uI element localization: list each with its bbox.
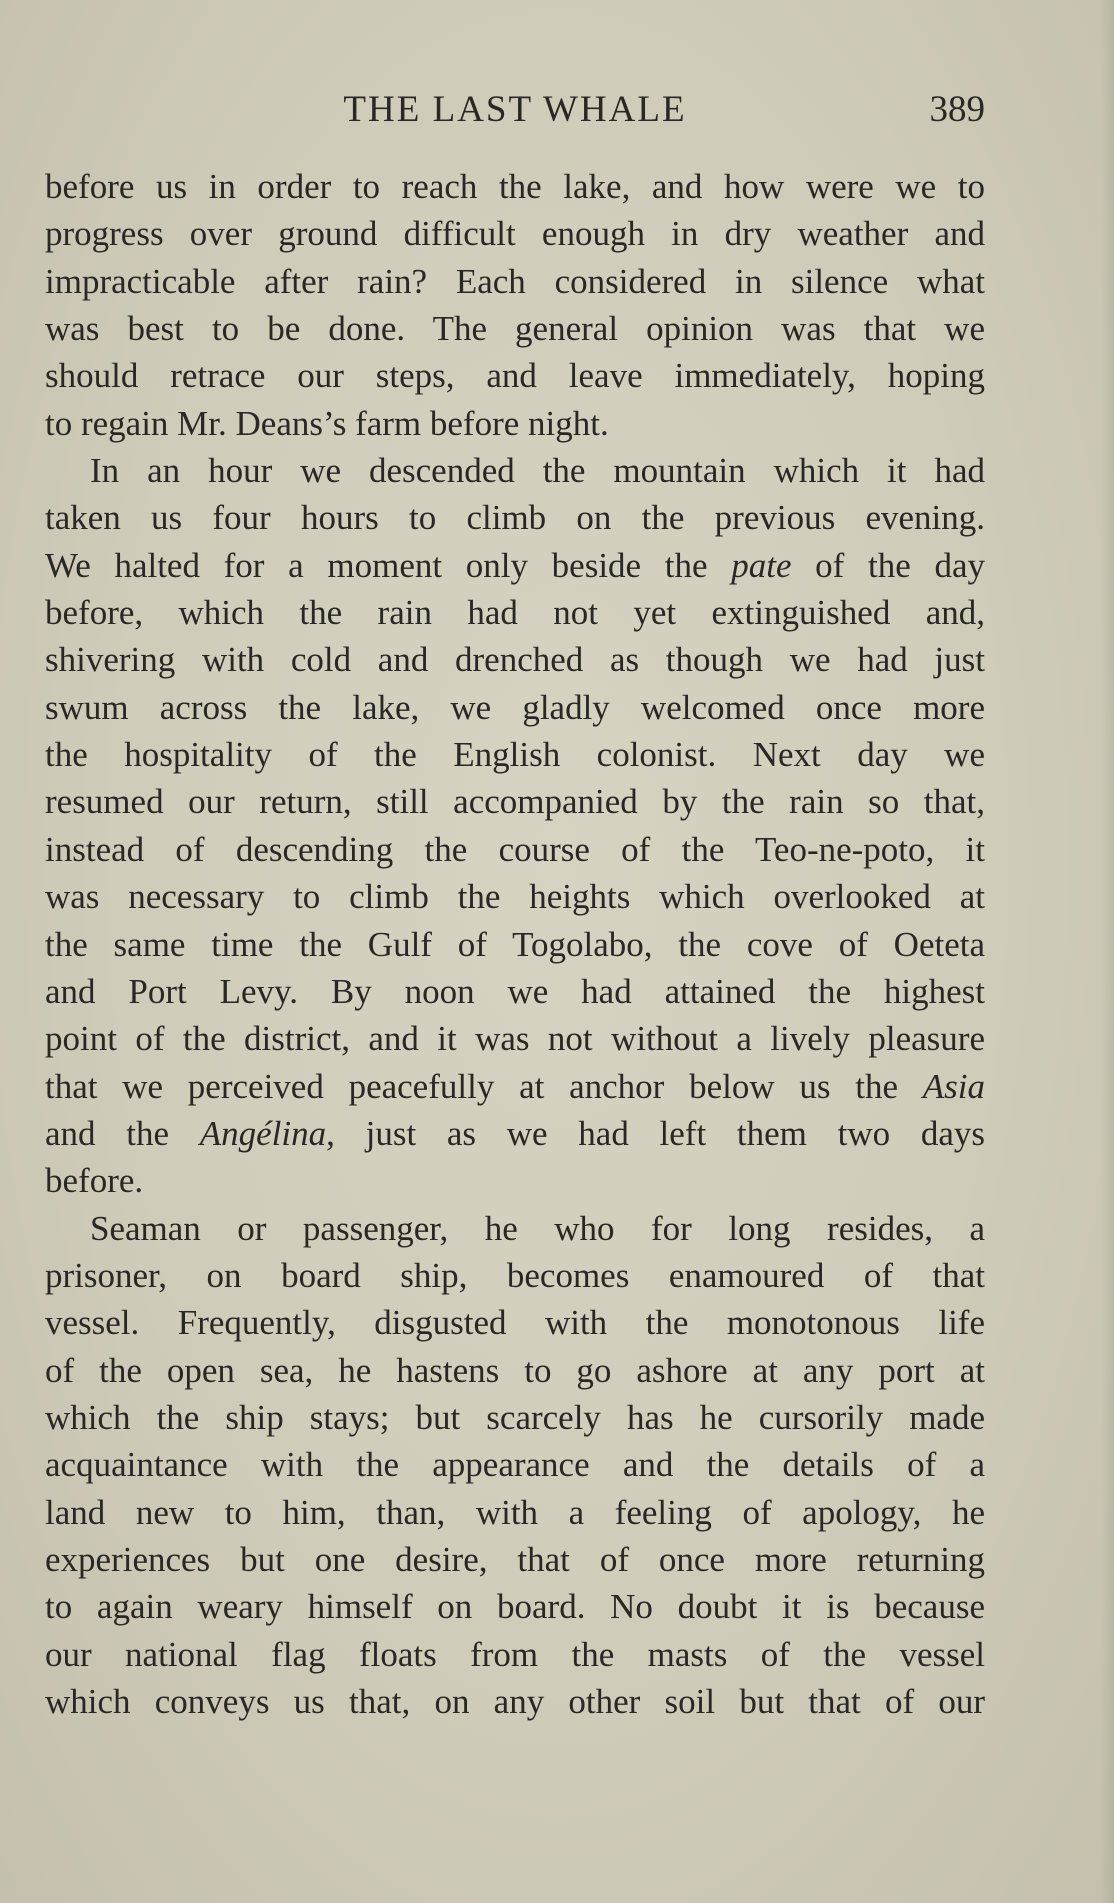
text-run: before, which the rain had not yet extinguished and, xyxy=(45,593,985,633)
text-line xyxy=(45,873,985,920)
text-line xyxy=(45,968,985,1015)
text-run: swum across the lake, we gladly welcomed once more xyxy=(45,687,985,727)
text-run: should retrace our steps, and leave immediately, hoping xyxy=(45,356,985,396)
text-line xyxy=(45,636,985,683)
text-line xyxy=(45,1489,985,1536)
text-line xyxy=(45,1110,985,1157)
text-line xyxy=(45,494,985,541)
text-run: shivering with cold and drenched as though we had just xyxy=(45,640,985,680)
text-run: impracticable after rain? Each considered in silence what xyxy=(45,261,985,301)
text-run: the hospitality of the English colonist. Next day we xyxy=(45,735,985,775)
text-run: experiences but one desire, that of once more returning xyxy=(45,1539,985,1579)
text-run: taken us four hours to climb on the previous evening. xyxy=(45,498,985,538)
italic-run: Asia xyxy=(922,1066,985,1106)
running-title: THE LAST WHALE xyxy=(343,89,687,130)
running-head xyxy=(45,84,985,136)
body-text xyxy=(45,163,985,1725)
text-line xyxy=(45,400,985,447)
text-line xyxy=(45,684,985,731)
text-line xyxy=(45,352,985,399)
text-run: land new to him, than, with a feeling of apology, he xyxy=(45,1492,985,1532)
text-line xyxy=(45,210,985,257)
text-line xyxy=(45,1015,985,1062)
text-line xyxy=(45,305,985,352)
text-run: which the ship stays; but scarcely has he cursorily made xyxy=(45,1397,985,1437)
text-line xyxy=(45,542,985,589)
text-line xyxy=(45,1299,985,1346)
text-run: point of the district, and it was not without a lively pleasure xyxy=(45,1019,985,1059)
text-run: which conveys us that, on any other soil but that of our xyxy=(45,1682,985,1721)
text-run: In an hour we descended the mountain which it had xyxy=(90,451,985,491)
text-run: the same time the Gulf of Togolabo, the cove of Oeteta xyxy=(45,924,985,964)
text-line xyxy=(45,447,985,494)
page-number: 389 xyxy=(929,89,985,130)
text-line xyxy=(45,826,985,873)
text-line xyxy=(45,1678,985,1725)
text-run: vessel. Frequently, disgusted with the monotonous life xyxy=(45,1303,985,1343)
text-line xyxy=(45,163,985,210)
text-run: of the open sea, he hastens to go ashore at any port at xyxy=(45,1350,985,1390)
text-run: , just as we had left them two days xyxy=(326,1113,985,1153)
text-line xyxy=(45,1063,985,1110)
text-line xyxy=(45,778,985,825)
text-line xyxy=(45,921,985,968)
italic-run: pate xyxy=(731,545,792,585)
text-run: We halted for a moment only beside the xyxy=(45,545,732,585)
text-line xyxy=(45,1252,985,1299)
text-line xyxy=(45,1394,985,1441)
italic-run: Angélina xyxy=(199,1113,327,1153)
text-line xyxy=(45,1205,985,1252)
page-edge-shadow xyxy=(1100,0,1114,1903)
text-run: was best to be done. The general opinion was that we xyxy=(45,309,985,349)
text-run: progress over ground difficult enough in dry weather and xyxy=(45,214,985,254)
text-run: before. xyxy=(45,1161,144,1201)
text-line xyxy=(45,1157,985,1204)
text-run: Seaman or passenger, he who for long resides, a xyxy=(90,1208,985,1248)
text-line xyxy=(45,1631,985,1678)
text-run: resumed our return, still accompanied by the rain so that, xyxy=(45,782,985,822)
text-run: and Port Levy. By noon we had attained the highest xyxy=(45,971,985,1011)
text-line xyxy=(45,1347,985,1394)
text-run: acquaintance with the appearance and the details of a xyxy=(45,1445,985,1485)
text-line xyxy=(45,1583,985,1630)
text-run: was necessary to climb the heights which overlooked at xyxy=(45,877,985,917)
text-run: our national flag floats from the masts of the vessel xyxy=(45,1634,985,1674)
text-run: to again weary himself on board. No doubt it is because xyxy=(45,1587,985,1627)
text-line xyxy=(45,731,985,778)
text-run: prisoner, on board ship, becomes enamoured of that xyxy=(45,1255,985,1295)
text-run: and the xyxy=(45,1113,200,1153)
text-line xyxy=(45,258,985,305)
text-run: of the day xyxy=(791,545,986,585)
text-run: that we perceived peacefully at anchor below us the xyxy=(45,1066,923,1106)
text-line xyxy=(45,1536,985,1583)
text-run: before us in order to reach the lake, and how were we to xyxy=(45,167,985,206)
text-line xyxy=(45,1441,985,1488)
text-run: to regain Mr. Deans’s farm before night. xyxy=(45,403,609,443)
text-line xyxy=(45,589,985,636)
text-run: instead of descending the course of the Teo-ne-poto, it xyxy=(45,829,985,869)
